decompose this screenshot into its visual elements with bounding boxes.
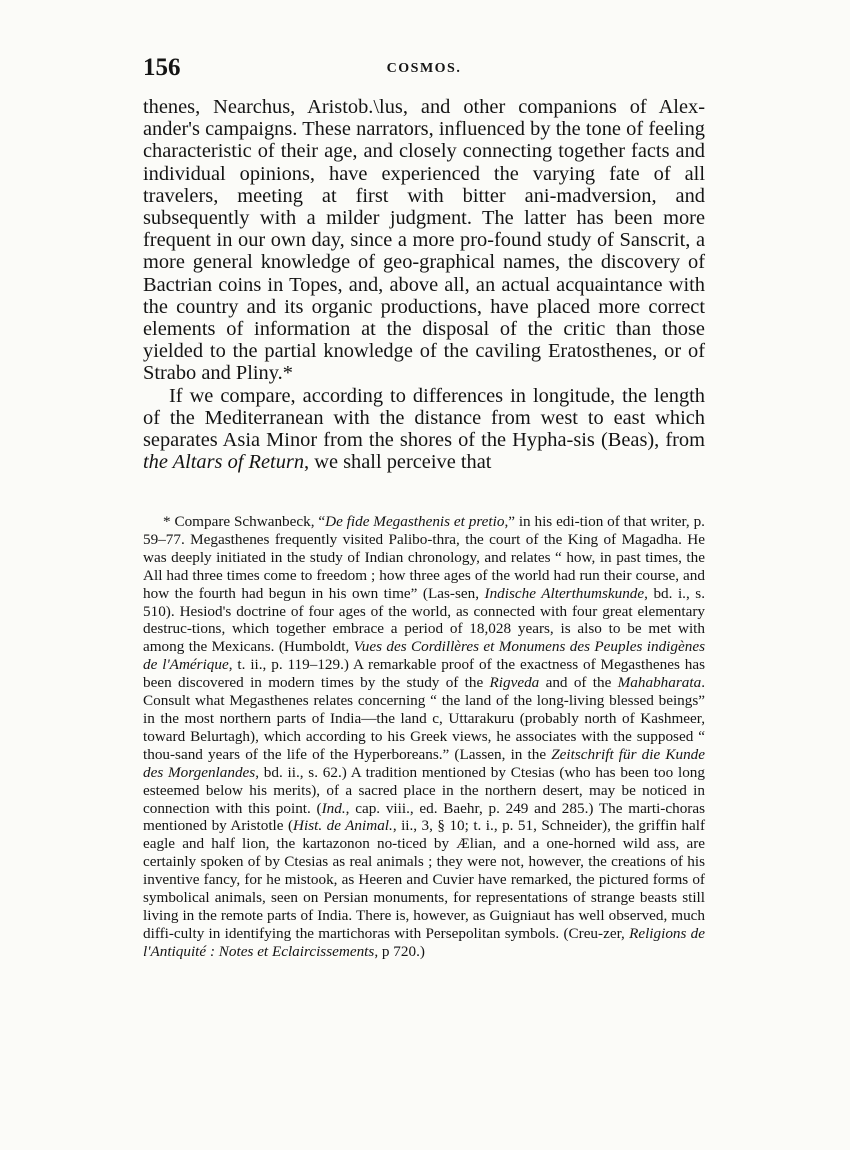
- text-span: ,” in his edi-tion of that writer, p. 59–77. Megasthenes frequently visited Palibo-thra, the court of the King of Magadha. He was deeply initiated in the study of Indian chronology, and relates “ how, in past times, the All had three times come to freedom ; how three ages of the world had run their course, and how the fourth had begun in his own time” (Las-sen,: [143, 513, 705, 602]
- text-span: , we shall perceive that: [304, 451, 492, 474]
- italic-text: the Altars of Return: [143, 451, 305, 474]
- text-span: thenes, Nearchus, Aristob.\lus, and other companions of Alex-ander's campaigns. These narrators, influenced by the tone of feeling characteristic of their age, and closely connecting together facts and individual opinions, have experienced the varying fate of all travelers, meeting at first with bitter ani-madversion, and subsequently with a milder judgment. The latter has been more frequent in our own day, since a more pro-found study of Sanscrit, a more general knowledge of geo-graphical names, the discovery of Bactrian coins in Topes, and, above all, an actual acquaintance with the country and its organic productions, have placed more correct elements of information at the disposal of the critic than those yielded to the partial knowledge of the caviling Eratosthenes, or of Strabo and Pliny.*: [143, 96, 705, 385]
- text-span: , t. ii., p. 119–129.) A remarkable proof of the exactness of Megasthenes has been discovered in modern times by the study of the: [143, 656, 705, 692]
- main-text: [143, 96, 705, 473]
- italic-text: Hist. de Animal.: [293, 817, 393, 835]
- italic-text: Rigveda: [489, 674, 540, 692]
- text-span: , bd. i., s. 510). Hesiod's doctrine of four ages of the world, as connected with four great elementary destruc-tions, which together embrace a period of 18,028 years, is also to be met with among the Mexicans. (Humboldt,: [143, 584, 705, 656]
- italic-text: Mahabharata: [617, 674, 702, 692]
- italic-text: Religions de l'Antiquité : Notes et Eclaircissements: [143, 924, 706, 960]
- text-span: , ii., 3, § 10; t. i., p. 51, Schneider), the griffin half eagle and half lion, the kartazonon no-ticed by Ælian, and a one-horned wild ass, are certainly spoken of by Ctesias as real animals ; they were not, however, the creations of his inventive fancy, for he mistook, as Heeren and Cuvier have remarked, the pictured forms of symbolical animals, seen on Persian monuments, for representations of strange beasts still living in the remote parts of India. There is, however, as Guigniaut has well observed, much diffi-culty in identifying the martichoras with Persepolitan symbols. (Creu-zer,: [143, 817, 706, 942]
- footnote-paragraph: [143, 513, 705, 961]
- page-header: [143, 54, 705, 80]
- running-title: COSMOS.: [386, 61, 462, 76]
- text-span: , cap. viii., ed. Baehr, p. 249 and 285.) The marti-choras mentioned by Aristotle (: [143, 799, 706, 835]
- text-span: If we compare, according to differences in longitude, the length of the Mediterranean with the distance from west to east which separates Asia Minor from the shores of the Hypha-sis (Beas), from: [143, 384, 705, 452]
- paragraph: [143, 385, 705, 474]
- text-span: , p 720.): [374, 942, 425, 960]
- page-number: 156: [143, 54, 181, 81]
- text-span: * Compare Schwanbeck, “: [163, 513, 326, 530]
- text-span: , bd. ii., s. 62.) A tradition mentioned by Ctesias (who has been too long esteemed below his merits), of a sacred place in the northern desert, may be noticed in connection with this point. (: [143, 763, 705, 817]
- italic-text: Ind.: [321, 799, 346, 817]
- footnote: [143, 513, 705, 961]
- text-span: . Consult what Megasthenes relates concerning “ the land of the long-living blessed beings” in the most northern parts of India—the land c, Uttarakuru (probably north of Kashmeer, toward Belurtagh), which according to his Greek views, he associates with the supposed “ thou-sand years of the life of the Hyperboreans.” (Lassen, in the: [143, 674, 705, 763]
- italic-text: Zeitschrift für die Kunde des Morgenlandes: [143, 745, 705, 781]
- italic-text: Vues des Cordillères et Monumens des Peuples indigènes de l'Amérique: [143, 638, 705, 674]
- italic-text: Indische Alterthumskunde: [484, 584, 645, 602]
- text-span: and of the: [539, 674, 618, 692]
- italic-text: De fide Megasthenis et pretio: [325, 513, 505, 530]
- paragraph: [143, 96, 705, 385]
